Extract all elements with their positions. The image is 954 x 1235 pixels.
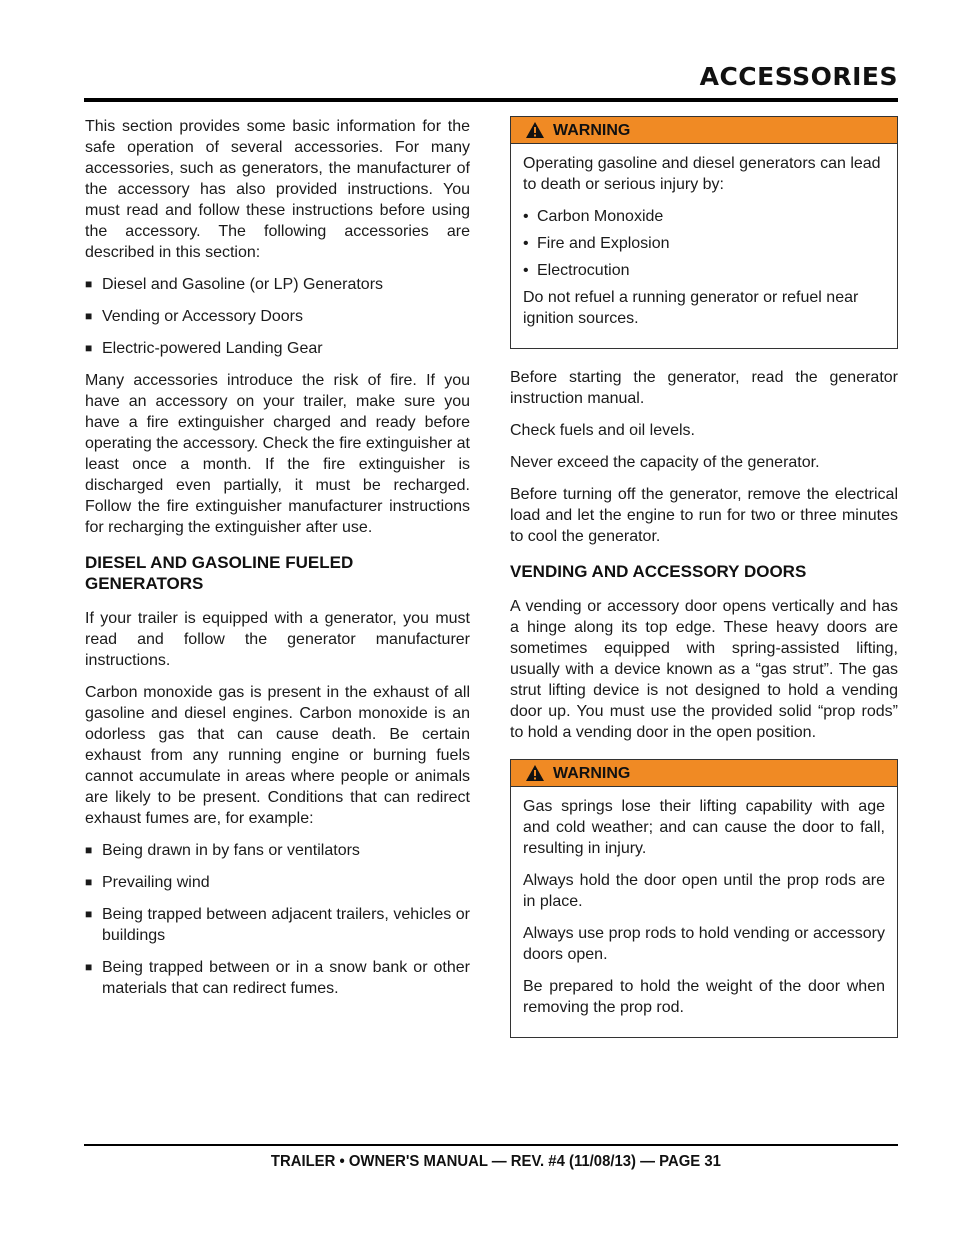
doors-warning-box xyxy=(510,759,898,1038)
square-bullet-icon: ■ xyxy=(85,341,93,355)
bullet-dot-icon: • xyxy=(523,262,529,279)
list-item: ■ Being trapped between or in a snow bank or other materials that can redirect fumes. xyxy=(85,959,470,997)
list-item: • Electrocution xyxy=(523,262,630,279)
square-bullet-icon: ■ xyxy=(85,277,93,291)
generator-warning-box xyxy=(510,116,898,349)
list-item: ■ Prevailing wind xyxy=(85,874,210,891)
warning-paragraph: Always use prop rods to hold vending or accessory doors open. xyxy=(523,925,885,963)
warning-paragraph: Gas springs lose their lifting capability with age and cold weather; and can cause the door to fall, resulting in injury. xyxy=(523,798,885,857)
generator-step: Check fuels and oil levels. xyxy=(510,422,695,439)
left-column xyxy=(85,116,470,1010)
warning-closing: Do not refuel a running generator or refuel near ignition sources. xyxy=(523,289,859,327)
fire-paragraph: Many accessories introduce the risk of fire. If you have an accessory on your trailer, make sure you have a fire extinguisher charged and ready before operating the accessory. Check the fire extinguisher at least once a month. If the fire extinguisher is discharged even partially, it must be recharged. Follow the fire extinguisher manufacturer instructions for recharging the extinguisher after use. xyxy=(85,372,470,536)
warning-triangle-icon xyxy=(525,764,545,782)
list-item: ■ Vending or Accessory Doors xyxy=(85,308,303,325)
square-bullet-icon: ■ xyxy=(85,960,93,974)
doors-paragraph: A vending or accessory door opens vertically and has a hinge along its top edge. These heavy doors are sometimes equipped with spring-assisted lifting, usually with a device known as a “gas strut”. The gas strut lifting device is not designed to hold a vending door up. You must use the provided solid “prop rods” to hold a vending door in the open position. xyxy=(510,598,898,741)
generators-paragraph: If your trailer is equipped with a generator, you must read and follow the generator manufacturer instructions. xyxy=(85,610,470,669)
warning-intro: Operating gasoline and diesel generators can lead to death or serious injury by: xyxy=(523,155,881,193)
bullet-dot-icon: • xyxy=(523,208,529,225)
list-item: ■ Being trapped between adjacent trailers, vehicles or buildings xyxy=(85,906,470,944)
warning-header xyxy=(511,760,897,787)
list-item: ■ Diesel and Gasoline (or LP) Generators xyxy=(85,276,384,293)
list-item: • Carbon Monoxide xyxy=(523,208,664,225)
bullet-dot-icon: • xyxy=(523,235,529,252)
list-item: • Fire and Explosion xyxy=(523,235,670,252)
generators-heading: DIESEL AND GASOLINE FUELED GENERATORS xyxy=(85,553,354,593)
page-footer: TRAILER • OWNER'S MANUAL — REV. #4 (11/08/13) — PAGE 31 xyxy=(270,1153,721,1170)
doors-heading: VENDING AND ACCESSORY DOORS xyxy=(510,562,807,581)
header-rule xyxy=(84,98,898,102)
square-bullet-icon: ■ xyxy=(85,843,93,857)
warning-triangle-icon xyxy=(525,121,545,139)
intro-paragraph: This section provides some basic information for the safe operation of several accessories. For many accessories, such as generators, the manufacturer of the accessory has also provided instructions. You must read and follow these instructions before using the accessory. The following accessories are described in this section: xyxy=(85,118,470,261)
warning-paragraph: Be prepared to hold the weight of the door when removing the prop rod. xyxy=(523,978,885,1016)
list-item: ■ Being drawn in by fans or ventilators xyxy=(85,842,360,859)
square-bullet-icon: ■ xyxy=(85,907,93,921)
warning-paragraph: Always hold the door open until the prop rods are in place. xyxy=(523,872,885,910)
warning-label: WARNING xyxy=(553,764,631,782)
list-item: ■ Electric-powered Landing Gear xyxy=(85,340,323,357)
square-bullet-icon: ■ xyxy=(85,309,93,323)
right-column xyxy=(510,116,898,1056)
generator-step: Before starting the generator, read the generator instruction manual. xyxy=(510,369,898,407)
warning-label: WARNING xyxy=(553,121,631,139)
generator-step: Never exceed the capacity of the generator. xyxy=(510,454,820,471)
square-bullet-icon: ■ xyxy=(85,875,93,889)
carbon-monoxide-paragraph: Carbon monoxide gas is present in the exhaust of all gasoline and diesel engines. Carbon monoxide is an odorless gas that can cause death. Be certain exhaust from any running engine or burning fuels cannot accumulate in areas where people or animals are likely to be present. Conditions that can redirect exhaust fumes are, for example: xyxy=(85,684,470,827)
generator-step: Before turning off the generator, remove the electrical load and let the engine to run for two or three minutes to cool the generator. xyxy=(510,486,898,545)
page-title: ACCESSORIES xyxy=(699,62,898,91)
footer-rule xyxy=(84,1144,898,1146)
warning-header xyxy=(511,117,897,144)
